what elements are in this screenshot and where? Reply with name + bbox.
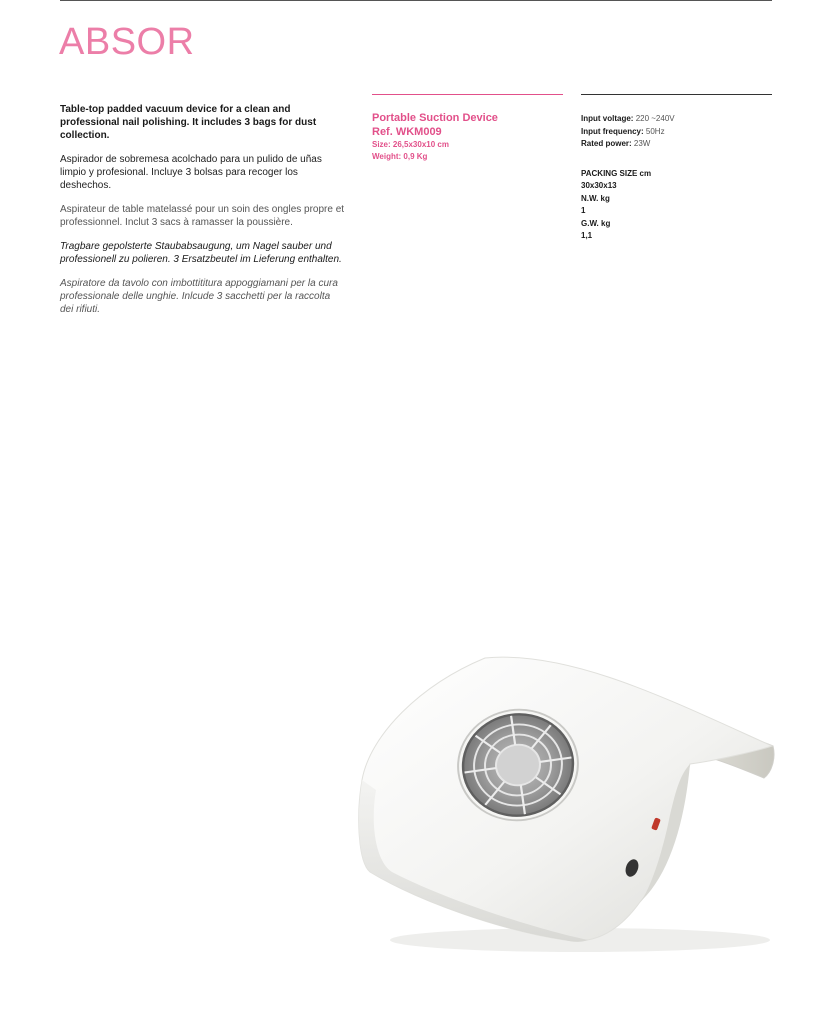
packing-header: PACKING SIZE cm [581,168,652,178]
electrical-specs [581,113,772,151]
packing-specs [581,168,772,243]
packing-gw-value: 1,1 [581,231,593,240]
spec-voltage-value: 220 ~240V [635,114,675,123]
description-german: Tragbare gepolsterte Staubabsaugung, um Nagel sauber und professionell zu polieren. 3 Ersatzbeutel im Lieferung enthalten. [60,241,342,265]
specs-column [581,94,772,243]
description-italian: Aspiratore da tavolo con imbottititura appoggiamani per la cura professionale delle unghie. Inlcude 3 sacchetti per la raccolta dei rifiuti. [60,278,338,315]
spec-power [581,138,772,151]
description-french: Aspirateur de table matelassé pour un soin des ongles propre et professionnel. Inclut 3 sacs à ramasser la poussière. [60,204,345,228]
spec-power-label: Rated power: [581,139,632,148]
spec-frequency-value: 50Hz [645,126,665,136]
spec-voltage-label: Input voltage: [581,114,634,123]
description-english: Table-top padded vacuum device for a clean and professional nail polishing. It includes 3 bags for dust collection. [60,104,317,141]
description-spanish: Aspirador de sobremesa acolchado para un pulido de uñas limpio y profesional. Incluye 3 bolsas para recoger los deshechos. [60,154,322,191]
product-image [340,640,790,960]
spec-power-value: 23W [633,139,651,148]
top-rule [60,0,772,1]
product-info-rule [372,94,563,95]
specs-rule [581,94,772,95]
page-title: ABSOR [59,21,195,63]
spec-frequency-label: Input frequency: [581,126,644,136]
packing-nw-label: N.W. kg [581,193,610,203]
product-weight: Weight: 0,9 Kg [372,152,428,161]
packing-size: 30x30x13 [581,181,617,190]
product-size: Size: 26,5x30x10 cm [372,140,449,149]
spec-frequency [581,126,772,139]
product-name: Portable Suction Device [372,112,498,124]
packing-gw-label: G.W. kg [581,218,611,228]
description-column [60,103,345,327]
packing-nw-value: 1 [581,206,586,215]
spec-voltage [581,113,772,126]
product-ref: Ref. WKM009 [372,126,442,138]
product-info-column [372,94,563,163]
